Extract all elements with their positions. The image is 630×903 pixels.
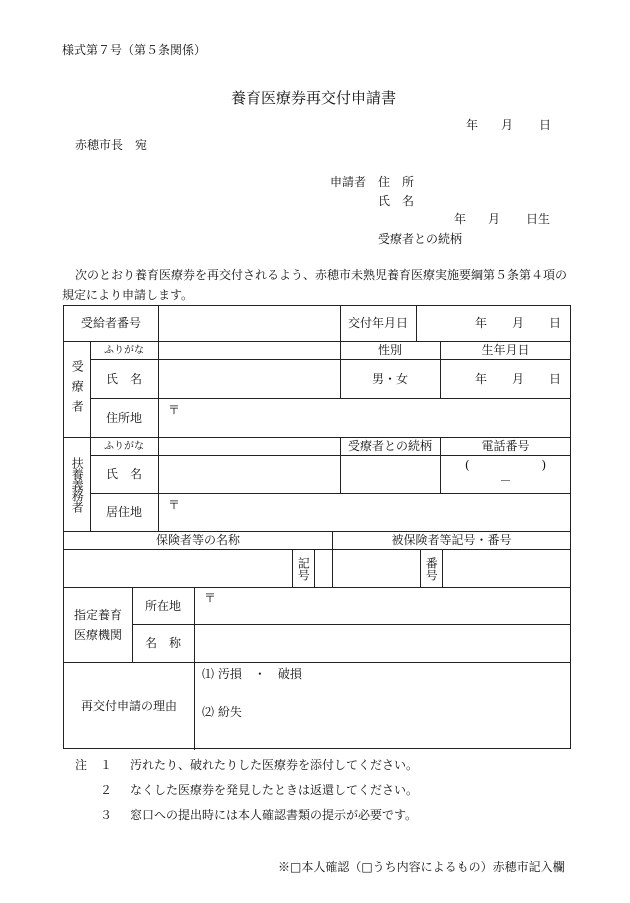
postal-mark: 〒 <box>168 498 181 512</box>
symbol-field[interactable] <box>315 550 420 587</box>
patient-birth-year: 年 <box>475 371 488 386</box>
guardian-residence-field[interactable] <box>159 494 570 531</box>
patient-group-label: 受療者 <box>70 359 85 420</box>
addressee: 赤穂市長 宛 <box>75 138 148 152</box>
guardian-residence-label: 居住地 <box>105 505 142 520</box>
recipient-number-label: 受給者番号 <box>80 316 141 331</box>
recipient-number-field[interactable] <box>159 306 340 341</box>
applicant-birth-day: 日生 <box>526 212 551 226</box>
facility-group-label: 指定養育 医療機関 <box>73 607 122 642</box>
applicant-name-label: 氏 名 <box>378 194 415 208</box>
note-item: ２ なくした医療券を発見したときは返還してください。 <box>100 783 419 797</box>
applicant-label: 申請者 <box>330 175 367 189</box>
guardian-relation-label: 受療者との続柄 <box>347 439 432 454</box>
issue-date-year: 年 <box>475 316 488 331</box>
number-label: 番号 <box>424 556 439 581</box>
guardian-name-field[interactable] <box>159 456 340 493</box>
patient-birth-day: 日 <box>549 371 562 386</box>
insurer-name-label: 保険者等の名称 <box>155 533 240 548</box>
sex-options[interactable]: 男・女 <box>371 371 408 386</box>
number-field[interactable] <box>443 550 570 587</box>
patient-name-label: 氏 名 <box>105 371 142 386</box>
guardian-group-label: 扶養義務者 <box>70 457 85 512</box>
insurer-name-field[interactable] <box>64 550 292 587</box>
reason-option-damage[interactable]: ⑴ 汚損 ・ 破損 <box>202 667 302 681</box>
patient-address-field[interactable] <box>159 399 570 437</box>
form-number: 様式第７号（第５条関係） <box>62 43 207 57</box>
patient-birth-month: 月 <box>512 371 525 386</box>
reason-label: 再交付申請の理由 <box>80 698 177 713</box>
applicant-birth-month: 月 <box>488 212 501 226</box>
postal-mark: 〒 <box>204 591 217 605</box>
patient-name-field[interactable] <box>159 360 340 398</box>
reason-option-lost[interactable]: ⑵ 紛失 <box>202 705 242 719</box>
page-title: 養育医療券再交付申請書 <box>231 89 397 107</box>
sex-label: 性別 <box>377 343 402 358</box>
issue-date-day: 日 <box>549 316 562 331</box>
applicant-address-label: 住 所 <box>378 175 415 189</box>
phone-dash: － <box>499 474 512 489</box>
facility-location-label: 所在地 <box>144 598 181 613</box>
facility-name-field[interactable] <box>195 625 570 662</box>
patient-birthdate-field[interactable] <box>441 360 570 398</box>
birthdate-label: 生年月日 <box>481 343 530 358</box>
date-day: 日 <box>539 118 552 132</box>
date-year: 年 <box>466 118 479 132</box>
insured-id-label: 被保険者等記号・番号 <box>391 533 512 548</box>
symbol-label: 記号 <box>296 556 311 581</box>
guardian-furigana-field[interactable] <box>159 438 340 455</box>
phone-paren: ( ) <box>464 458 547 472</box>
office-use-footer: ※□本人確認（□うち内容によるもの）赤穂市記入欄 <box>278 860 565 874</box>
phone-label: 電話番号 <box>481 439 530 454</box>
patient-address-label: 住所地 <box>105 410 142 425</box>
note-item: １ 汚れたり、破れたりした医療券を添付してください。 <box>100 758 419 772</box>
postal-mark: 〒 <box>168 403 181 417</box>
applicant-birth-year: 年 <box>454 212 467 226</box>
patient-furigana-field[interactable] <box>159 342 340 359</box>
guardian-furigana-label: ふりがな <box>104 440 144 452</box>
intro-line-1: 次のとおり養育医療券を再交付されるよう、赤穂市未熟児養育医療実施要綱第５条第４項の <box>75 268 568 282</box>
guardian-name-label: 氏 名 <box>105 467 142 482</box>
form-table <box>63 305 571 749</box>
patient-furigana-label: ふりがな <box>104 344 144 356</box>
intro-line-2: 規定により申請します。 <box>62 288 194 302</box>
issue-date-month: 月 <box>512 316 525 331</box>
facility-name-label: 名 称 <box>144 636 181 651</box>
guardian-relation-field[interactable] <box>340 456 440 493</box>
applicant-relation-label: 受療者との続柄 <box>378 232 463 246</box>
facility-location-field[interactable] <box>195 588 570 624</box>
notes-label: 注 <box>75 758 88 772</box>
date-month: 月 <box>501 118 514 132</box>
issue-date-field[interactable] <box>417 306 570 341</box>
issue-date-label: 交付年月日 <box>347 316 408 331</box>
note-item: ３ 窓口への提出時には本人確認書類の提示が必要です。 <box>100 808 418 822</box>
phone-field[interactable] <box>441 456 570 493</box>
